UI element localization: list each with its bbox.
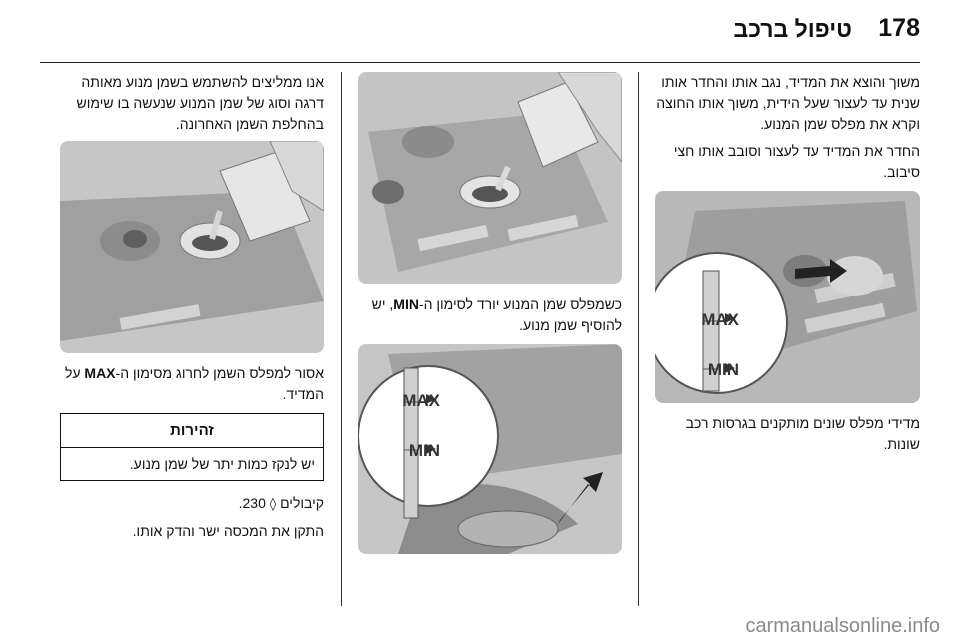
left-column [60, 72, 324, 548]
instruction-insert-dipstick: החדר את המדיד עד לעצור וסובב אותו חצי סיבוב. [673, 143, 920, 180]
middle-column [358, 72, 622, 554]
chapter-title: טיפול ברכב [733, 16, 852, 42]
watermark-url: carmanualsonline.info [745, 615, 940, 637]
figure2-min-label: MIN [408, 441, 440, 460]
oil-filling-illustration [358, 72, 622, 284]
page-number: 178 [878, 14, 920, 42]
instruction-install-cap: התקן את המכסה ישר והדק אותו. [132, 523, 324, 539]
engine-dipstick-illustration [655, 191, 920, 403]
capacities-reference [60, 493, 324, 515]
max-mark-text: MAX [84, 365, 116, 381]
oil-fill-figure [358, 72, 622, 284]
dipstick-figure-2 [358, 344, 622, 554]
reference-label: קיבולים [280, 495, 324, 511]
header-divider [40, 62, 920, 63]
reference-page: 230. [238, 495, 266, 511]
recommendation-oil-grade: אנו ממליצים להשתמש בשמן מנוע מאותה דרגה וסוג של שמן המנוע שנעשה בו שימוש בהחלפת השמן האחרונה. [76, 74, 324, 132]
note-dipstick-variants: מדידי מפלס שונים מותקנים בגרסות רכב שונות. [685, 415, 920, 452]
page-header [40, 14, 920, 54]
instruction-add-oil: כשמפלס שמן המנוע יורד לסימון ה-MIN, יש להוסיף שמן מנוע. [371, 296, 622, 333]
figure1-max-label: MAX [701, 310, 739, 329]
dipstick-figure-1 [655, 191, 920, 403]
column-divider-left [341, 72, 342, 606]
caution-title: זהירות [61, 414, 323, 448]
engine-dipstick-illustration-2 [358, 344, 622, 554]
warning-max-level: אסור למפלס השמן לחרוג מסימון ה-MAX על המדיד. [64, 365, 324, 402]
oil-pouring-illustration [60, 141, 324, 353]
min-mark-text: MIN [393, 296, 419, 312]
instruction-pull-dipstick: משוך והוצא את המדיד, נגב אותו והחדר אותו שנית עד לעצור שעל הידית, משוך אותו החוצה וקרא את מפלס שמן המנוע. [656, 74, 920, 132]
caution-text: יש לנקז כמות יתר של שמן מנוע. [129, 456, 315, 472]
oil-pouring-figure [60, 141, 324, 353]
figure2-max-label: MAX [402, 391, 440, 410]
figure1-min-label: MIN [707, 360, 739, 379]
right-column [655, 72, 920, 461]
column-divider-right [638, 72, 639, 606]
caution-box [60, 413, 324, 481]
page-reference-icon: ◊ [269, 497, 277, 512]
